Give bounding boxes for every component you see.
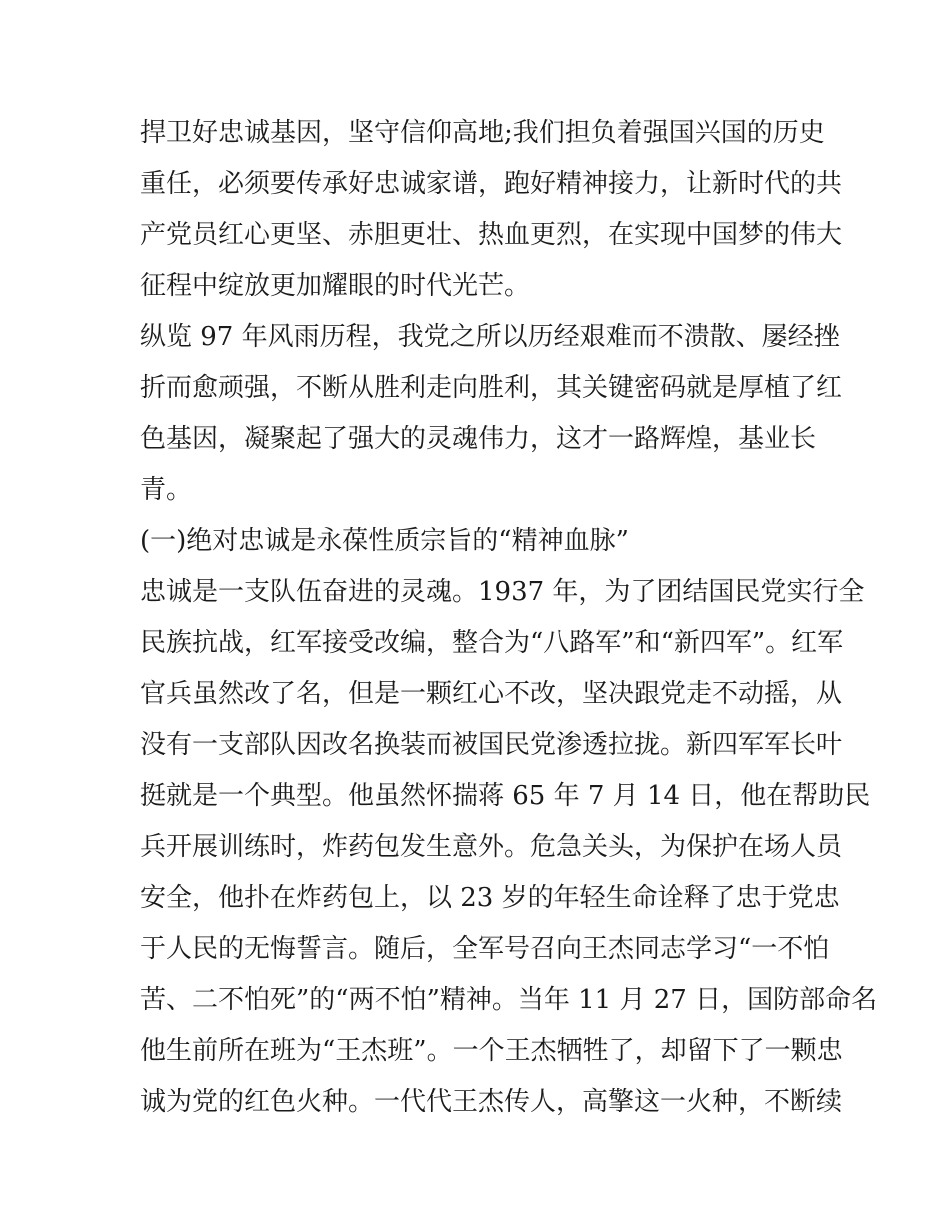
text-line: 色基因，凝聚起了强大的灵魂伟力，这才一路辉煌，基业长 [140,424,817,454]
text-line: 苦、二不怕死”的“两不怕”精神。当年 11 月 27 日，国防部命名 [140,985,878,1015]
text-line: 产党员红心更坚、赤胆更壮、热血更烈，在实现中国梦的伟大 [140,220,843,250]
text-line: 忠诚是一支队伍奋进的灵魂。1937 年，为了团结国民党实行全 [140,577,865,607]
text-line: 没有一支部队因改名换装而被国民党渗透拉拢。新四军军长叶 [140,730,843,760]
document-body [140,108,878,1128]
text-line: 青。 [140,475,193,505]
text-line: 挺就是一个典型。他虽然怀揣蒋 65 年 7 月 14 日，他在帮助民 [140,781,871,811]
text-line: 纵览 97 年风雨历程，我党之所以历经艰难而不溃散、屡经挫 [140,322,840,352]
text-line: 重任，必须要传承好忠诚家谱，跑好精神接力，让新时代的共 [140,169,843,199]
text-line: 于人民的无悔誓言。随后，全军号召向王杰同志学习“一不怕 [140,934,830,964]
text-line: 民族抗战，红军接受改编，整合为“八路军”和“新四军”。红军 [140,628,844,658]
text-line: 官兵虽然改了名，但是一颗红心不改，坚决跟党走不动摇，从 [140,679,843,709]
text-line: 他生前所在班为“王杰班”。一个王杰牺牲了，却留下了一颗忠 [140,1036,843,1066]
text-line: 诚为党的红色火种。一代代王杰传人，高擎这一火种，不断续 [140,1087,843,1117]
text-line: 兵开展训练时，炸药包发生意外。危急关头，为保护在场人员 [140,832,843,862]
text-line: 捍卫好忠诚基因，坚守信仰高地;我们担负着强国兴国的历史 [140,118,825,148]
section-heading: (一)绝对忠诚是永葆性质宗旨的“精神血脉” [140,526,629,556]
text-line: 征程中绽放更加耀眼的时代光芒。 [140,271,531,301]
text-line: 安全，他扑在炸药包上，以 23 岁的年轻生命诠释了忠于党忠 [140,883,840,913]
text-line: 折而愈顽强，不断从胜利走向胜利，其关键密码就是厚植了红 [140,373,843,403]
